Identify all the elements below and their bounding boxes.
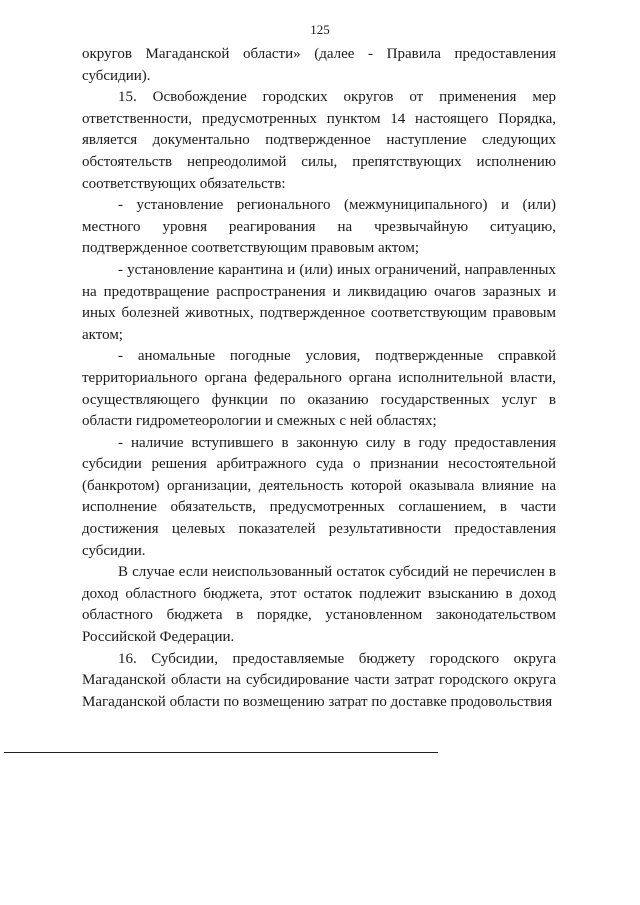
paragraph-weather-conditions: - аномальные погодные условия, подтвержденные справкой территориального органа федерального органа исполнительной власти, осуществляющего функции по оказанию государственных услуг в области гидрометеорологии и смежных с ней областях; [82, 348, 556, 430]
paragraph-unused-balance: В случае если неиспользованный остаток субсидий не перечислен в доход областного бюджета, этот остаток подлежит взысканию в доход областного бюджета в порядке, установленном законодательством Российской Федерации. [82, 564, 556, 646]
paragraph-continuation: округов Магаданской области» (далее - Правила предоставления субсидии). [82, 46, 556, 84]
document-body [82, 44, 556, 713]
paragraph-bankruptcy: - наличие вступившего в законную силу в году предоставления субсидии решения арбитражного суда о признании несостоятельной (банкротом) организации, деятельность которой оказывала влияние на исполнение обязательств, предусмотренных соглашением, в части достижения целевых показателей результативности предоставления субсидии. [82, 434, 556, 559]
paragraph-item-16: 16. Субсидии, предоставляемые бюджету городского округа Магаданской области на субсидирование части затрат городского округа Магаданской области по возмещению затрат по доставке продовольствия [82, 650, 556, 710]
page-number: 125 [310, 22, 330, 37]
paragraph-item-15: 15. Освобождение городских округов от применения мер ответственности, предусмотренных пунктом 14 настоящего Порядка, является документально подтвержденное наступление следующих обстоятельств непреодолимой силы, препятствующих исполнению соответствующих обязательств: [82, 89, 556, 192]
paragraph-emergency-response: - установление регионального (межмуниципального) и (или) местного уровня реагирования на чрезвычайную ситуацию, подтвержденное соответствующим правовым актом; [82, 197, 556, 257]
paragraph-quarantine: - установление карантина и (или) иных ограничений, направленных на предотвращение распространения и ликвидацию очагов заразных и иных болезней животных, подтвержденное соответствующим правовым актом; [82, 261, 556, 343]
footnote-separator-line [4, 752, 438, 753]
